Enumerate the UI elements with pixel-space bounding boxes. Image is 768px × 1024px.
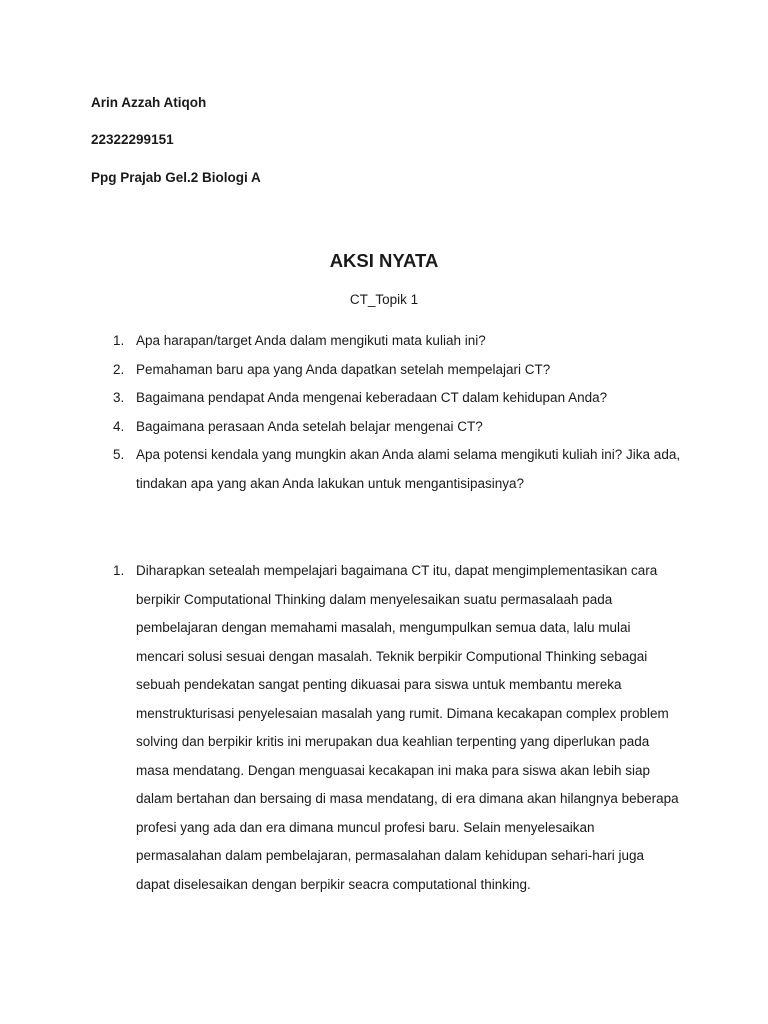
student-id: 22322299151 xyxy=(91,132,174,147)
question-text: Apa potensi kendala yang mungkin akan Anda alami selama mengikuti kuliah ini? Jika ada, tindakan apa yang akan Anda lakukan untuk mengantisipasinya? xyxy=(136,447,681,491)
question-item xyxy=(0,413,768,442)
question-item xyxy=(0,327,768,356)
program-name: Ppg Prajab Gel.2 Biologi A xyxy=(91,170,261,185)
question-text: Apa harapan/target Anda dalam mengikuti mata kuliah ini? xyxy=(136,333,486,348)
question-item xyxy=(0,356,768,385)
answer-number: 1. xyxy=(113,563,125,578)
author-name: Arin Azzah Atiqoh xyxy=(91,95,207,110)
question-number: 1. xyxy=(113,333,125,348)
question-item xyxy=(0,384,768,413)
document-subtitle: CT_Topik 1 xyxy=(349,292,419,307)
question-number: 3. xyxy=(113,390,125,405)
question-text: Pemahaman baru apa yang Anda dapatkan setelah mempelajari CT? xyxy=(136,361,551,377)
answer-list xyxy=(0,557,768,899)
question-number: 4. xyxy=(113,418,125,434)
answer-item xyxy=(0,557,768,899)
question-text: Bagaimana pendapat Anda mengenai keberadaan CT dalam kehidupan Anda? xyxy=(136,390,608,405)
question-number: 2. xyxy=(113,361,125,377)
question-number: 5. xyxy=(113,447,125,462)
answer-text: Diharapkan setealah mempelajari bagaimana CT itu, dapat mengimplementasikan cara berpikir Computational Thinking dalam menyelesaikan suatu permasalaah pada pembelajaran dengan memahami masalah, mengumpulkan semua data, lalu mulai mencari solusi sesuai dengan masalah. Teknik berpikir Computional Thinking sebagai sebuah pendekatan sangat penting dikuasai para siswa untuk membantu mereka menstrukturisasi penyelesaian masalah yang rumit. Dimana kecakapan complex problem solving dan berpikir kritis ini merupakan dua keahlian terpenting yang diperlukan pada masa mendatang. Dengan menguasai kecakapan ini maka para siswa akan lebih siap dalam bertahan dan bersaing di masa mendatang, di era dimana akan hilangnya beberapa profesi yang ada dan era dimana muncul profesi baru. Selain menyelesaikan permasalahan dalam pembelajaran, permasalahan dalam kehidupan sehari-hari juga dapat diselesaikan dengan berpikir seacra computational thinking. xyxy=(136,563,679,892)
question-item xyxy=(0,441,768,498)
document-title: AKSI NYATA xyxy=(329,250,439,271)
question-list xyxy=(0,327,768,498)
question-text: Bagaimana perasaan Anda setelah belajar mengenai CT? xyxy=(136,418,483,434)
